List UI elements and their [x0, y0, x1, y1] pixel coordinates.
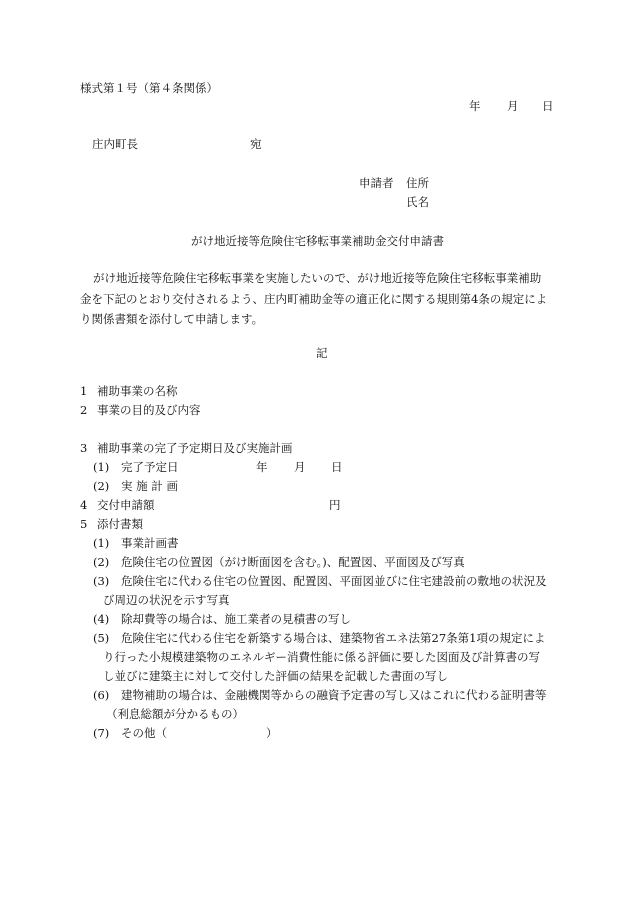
- statement-line-3: り関係書類を添付して申請します。: [80, 312, 264, 326]
- ki-heading: 記: [316, 346, 328, 360]
- item-3-2-label: 実 施 計 画: [121, 479, 178, 493]
- attachment-3-line-1: 危険住宅に代わる住宅の位置図、配置図、平面図並びに住宅建設前の敷地の状況及: [121, 574, 547, 588]
- item-3-1-month: 月: [294, 460, 306, 474]
- applicant-name-label: 氏名: [406, 195, 429, 209]
- item-3-number: 3: [80, 441, 88, 455]
- item-3-1-day: 日: [331, 460, 343, 474]
- item-4-unit: 円: [329, 498, 341, 512]
- attachment-4-text: 除却費等の場合は、施工業者の見積書の写し: [121, 612, 351, 626]
- item-2-number: 2: [80, 403, 88, 417]
- date-month-label: 月: [507, 99, 519, 113]
- attachment-7-number: (7): [93, 726, 110, 740]
- attachment-6-number: (6): [93, 688, 110, 702]
- attachment-6-line-2: （利息総額が分かるもの）: [106, 707, 244, 721]
- item-2-label: 事業の目的及び内容: [97, 403, 201, 417]
- item-3-1-number: (1): [93, 460, 110, 474]
- addressee-suffix: 宛: [250, 137, 262, 151]
- document-title: がけ地近接等危険住宅移転事業補助金交付申請書: [191, 234, 444, 248]
- attachment-6-line-1: 建物補助の場合は、金融機関等からの融資予定書の写し又はこれに代わる証明書等: [121, 688, 547, 702]
- attachment-3-number: (3): [93, 574, 110, 588]
- attachment-2-number: (2): [93, 555, 110, 569]
- item-1-label: 補助事業の名称: [97, 384, 178, 398]
- attachment-3-line-2: び周辺の状況を示す写真: [103, 593, 230, 607]
- item-4-number: 4: [80, 498, 88, 512]
- item-3-label: 補助事業の完了予定期日及び実施計画: [97, 441, 293, 455]
- addressee-mayor: 庄内町長: [92, 137, 138, 151]
- form-number: 様式第１号（第４条関係）: [80, 81, 218, 95]
- attachment-4-number: (4): [93, 612, 110, 626]
- item-3-2-number: (2): [93, 479, 110, 493]
- attachment-7-close: ）: [266, 726, 278, 740]
- item-1-number: 1: [80, 384, 88, 398]
- statement-line-1: がけ地近接等危険住宅移転事業を実施したいので、がけ地近接等危険住宅移転事業補助: [93, 271, 542, 285]
- date-year-label: 年: [469, 99, 481, 113]
- item-3-1-label: 完了予定日: [121, 460, 179, 474]
- date-day-label: 日: [542, 99, 554, 113]
- application-statement: [80, 268, 552, 330]
- statement-line-2: 金を下記のとおり交付されるよう、庄内町補助金等の適正化に関する規則第4条の規定によ: [80, 291, 548, 306]
- item-5-number: 5: [80, 517, 88, 531]
- item-4-label: 交付申請額: [97, 498, 155, 512]
- attachment-1-text: 事業計画書: [121, 536, 179, 550]
- attachment-5-line-2: り行った小規模建築物のエネルギー消費性能に係る評価に要した図面及び計算書の写: [103, 650, 540, 664]
- attachment-5-line-3: し並びに建築主に対して交付した評価の結果を記載した書面の写し: [103, 669, 448, 683]
- attachment-5-number: (5): [93, 631, 110, 645]
- attachment-7-label: その他（: [121, 726, 167, 740]
- applicant-address-label: 住所: [406, 176, 429, 190]
- attachment-2-text: 危険住宅の位置図（がけ断面図を含む。)、配置図、平面図及び写真: [121, 555, 465, 569]
- applicant-label: 申請者: [359, 176, 394, 190]
- attachment-1-number: (1): [93, 536, 110, 550]
- attachment-5-line-1: 危険住宅に代わる住宅を新築する場合は、建築物省エネ法第27条第1項の規定によ: [121, 631, 546, 645]
- item-3-1-year: 年: [256, 460, 268, 474]
- item-5-label: 添付書類: [97, 517, 143, 531]
